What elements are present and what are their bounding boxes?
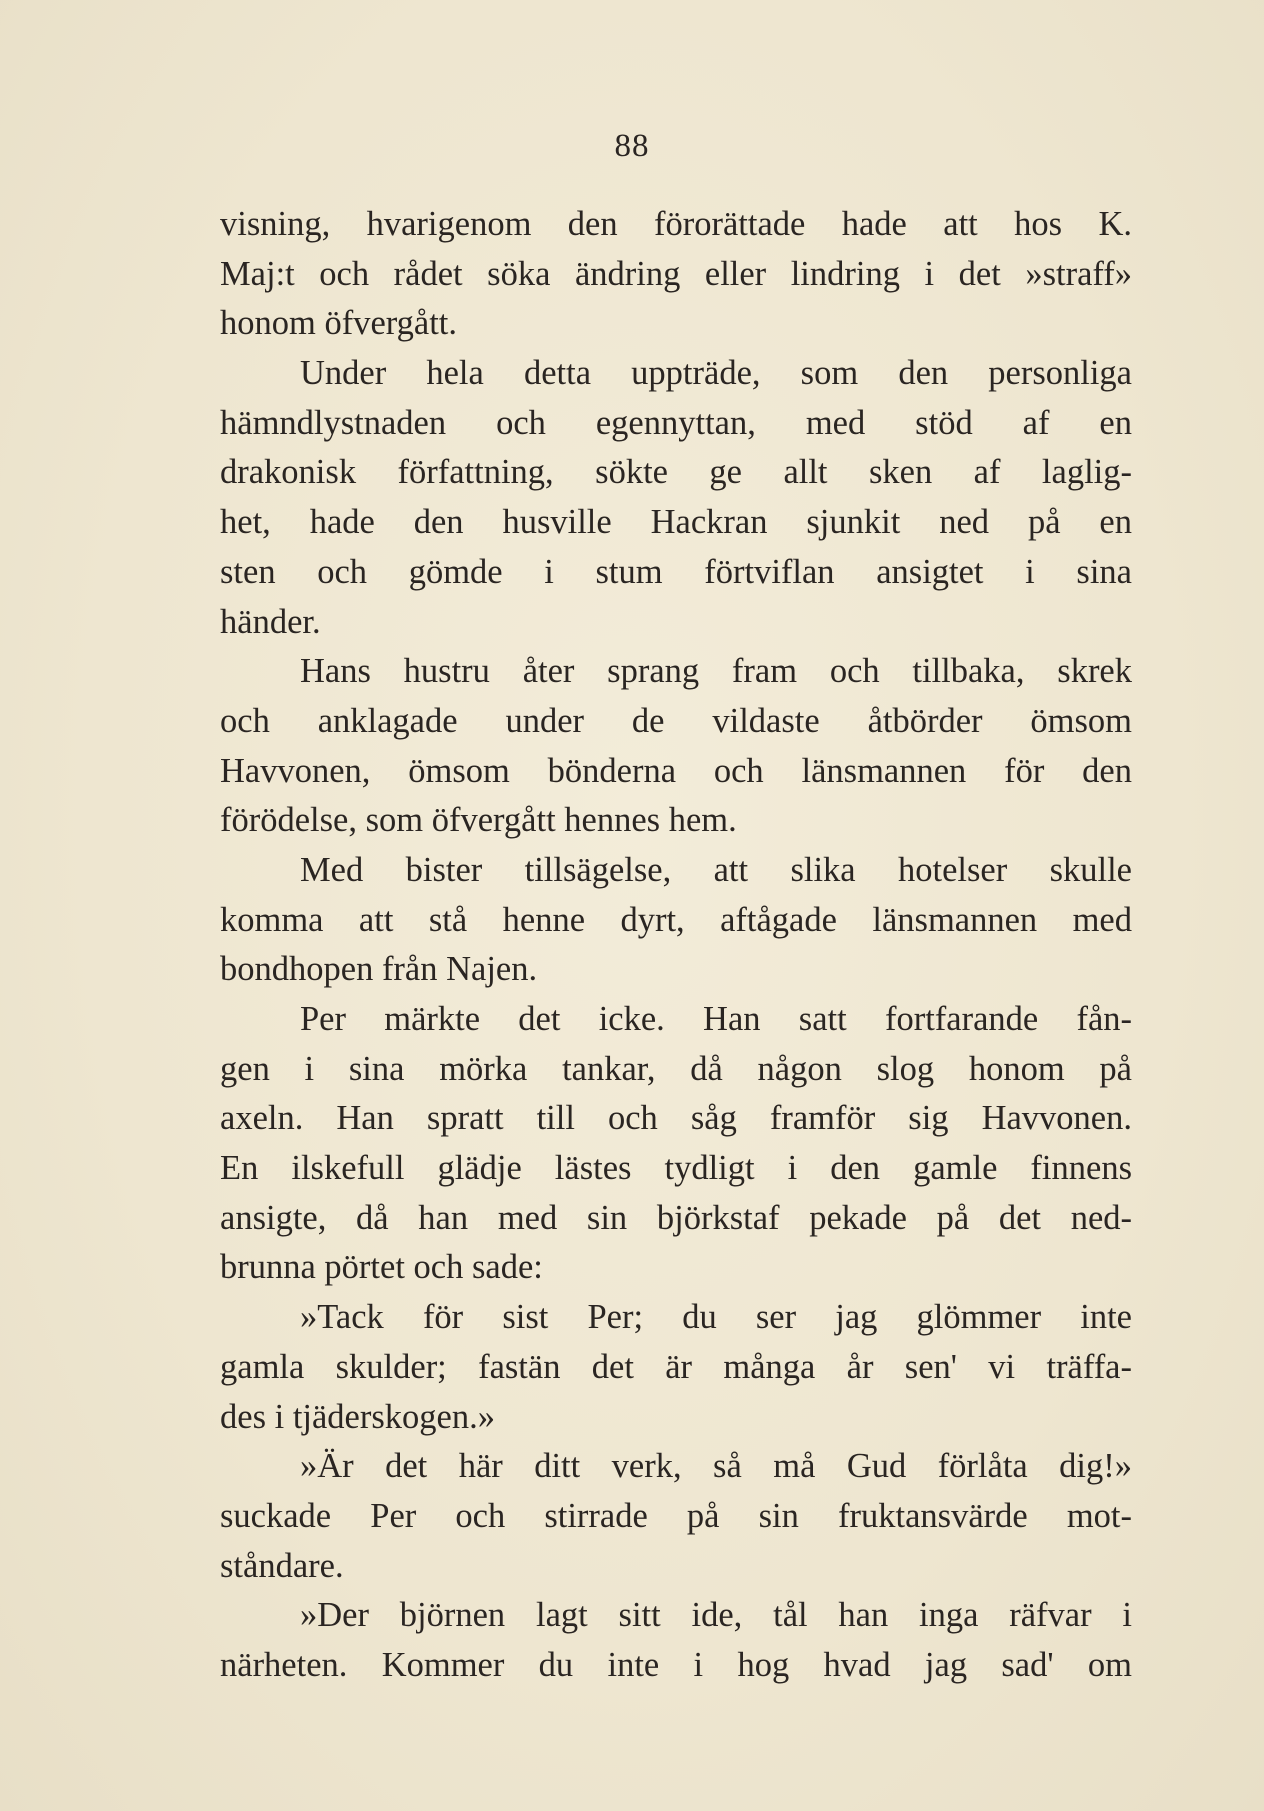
text-line: hämndlystnaden och egennyttan, med stöd af en xyxy=(220,403,1132,442)
body-text xyxy=(220,200,1132,1691)
text-line: komma att stå henne dyrt, aftågade länsmannen med xyxy=(220,900,1132,939)
text-line: suckade Per och stirrade på sin fruktansvärde mot- xyxy=(220,1496,1132,1535)
text-line: händer. xyxy=(220,602,321,641)
text-line: »Tack för sist Per; du ser jag glömmer inte xyxy=(300,1298,1132,1337)
text-line: Per märkte det icke. Han satt fortfarande fån- xyxy=(300,1000,1132,1038)
text-line: bondhopen från Najen. xyxy=(220,950,538,989)
text-line: ståndare. xyxy=(220,1546,344,1585)
text-line: »Är det här ditt verk, så må Gud förlåta dig!» xyxy=(300,1447,1132,1486)
text-line: »Der björnen lagt sitt ide, tål han inga räfvar i xyxy=(300,1596,1132,1635)
text-line: visning, hvarigenom den förorättade hade att hos K. xyxy=(220,205,1132,243)
text-line: het, hade den husville Hackran sjunkit ned på en xyxy=(220,503,1132,542)
text-line: sten och gömde i stum förtviflan ansigtet i sina xyxy=(220,552,1132,591)
text-line: gamla skulder; fastän det är många år sen' vi träffa- xyxy=(220,1347,1132,1386)
text-line: En ilskefull glädje lästes tydligt i den gamle finnens xyxy=(220,1149,1132,1188)
text-line: brunna pörtet och sade: xyxy=(220,1248,543,1287)
text-line: Med bister tillsägelse, att slika hotelser skulle xyxy=(300,850,1132,889)
text-line: drakonisk författning, sökte ge allt sken af laglig- xyxy=(220,453,1132,492)
text-line: och anklagade under de vildaste åtbörder ömsom xyxy=(220,701,1132,740)
text-line: Hans hustru åter sprang fram och tillbaka, skrek xyxy=(300,652,1132,691)
text-line: axeln. Han spratt till och såg framför sig Havvonen. xyxy=(220,1099,1132,1138)
text-line: des i tjäderskogen.» xyxy=(220,1397,495,1436)
text-line: förödelse, som öfvergått hennes hem. xyxy=(220,801,737,840)
text-line: gen i sina mörka tankar, då någon slog honom på xyxy=(220,1049,1132,1088)
text-line: honom öfvergått. xyxy=(220,304,457,343)
text-line: Maj:t och rådet söka ändring eller lindring i det »straff» xyxy=(220,254,1132,293)
text-line: närheten. Kommer du inte i hog hvad jag sad' om xyxy=(220,1645,1132,1684)
text-line: Under hela detta uppträde, som den personliga xyxy=(300,354,1132,393)
page-number: 88 xyxy=(614,128,650,164)
text-line: ansigte, då han med sin björkstaf pekade på det ned- xyxy=(220,1198,1132,1237)
text-line: Havvonen, ömsom bönderna och länsmannen för den xyxy=(220,751,1132,790)
